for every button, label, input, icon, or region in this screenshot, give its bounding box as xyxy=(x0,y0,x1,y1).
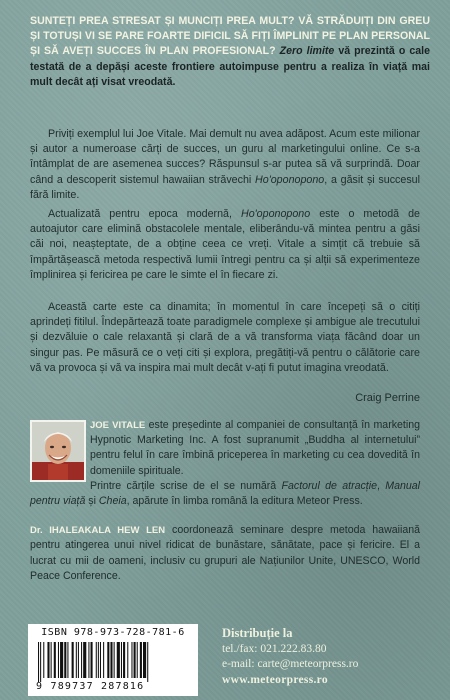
barcode-digit-first: 9 xyxy=(36,681,44,692)
para2-text-b: este o metodă de autoajutor care elimină obstacolele mentale, eliberându-vă mintea pentru a găsi căi noi, neașteptate, de a obține ceea ce vreți. Vitale a simțit că trebuie să împărtășească metoda respectivă lumii întregi pentru ca și alții să experimenteze împlinirea și fericirea pe care le simte el în fiecare zi. xyxy=(30,208,420,281)
barcode-bar xyxy=(76,642,77,678)
barcode-bar xyxy=(103,642,104,678)
barcode-bar xyxy=(72,642,74,678)
barcode-bar xyxy=(91,642,93,678)
paragraph-joe-story xyxy=(30,127,420,203)
hew-len-bio xyxy=(30,523,420,584)
bio-gap xyxy=(30,509,420,523)
books-separator: , xyxy=(376,479,386,492)
distribution-phone: tel./fax: 021.222.83.80 xyxy=(222,642,327,655)
barcode-bar xyxy=(78,642,79,678)
paragraph-method-text xyxy=(30,207,420,283)
barcode-bar xyxy=(131,642,132,678)
joe-vitale-name: JOE VITALE xyxy=(90,420,146,431)
para2-text-a: Actualizată pentru epoca modernă, xyxy=(48,208,241,220)
books-and: și xyxy=(85,495,99,508)
barcode-bar xyxy=(64,642,66,678)
barcode-bar xyxy=(123,642,125,678)
para1-term: Ho'oponopono xyxy=(255,173,325,186)
barcode-bar xyxy=(127,642,128,678)
paragraph-endorsement-text: Această carte este ca dinamita; în momentul în care începeți să o citiți aprindeți fitilul. Îndepărtează toate paradigmele complexe și ambigue ale trecutului și dezvăluie o cale relaxantă și clară de a vă transforma viața făcând doar un singur pas. Pe măsură ce o veți citi și explora, pregătiți-vă pentru o călătorie care vă va provoca și vă va inspira mai mult decât v-ați fi putut imagina vreodată. xyxy=(30,301,420,374)
distribution-website: www.meteorpress.ro xyxy=(222,673,328,686)
barcode-bar xyxy=(81,642,82,678)
book-title-3: Cheia xyxy=(98,495,127,508)
paragraph-joe-story-text xyxy=(30,127,420,203)
paragraph-endorsement xyxy=(30,300,420,376)
barcode-bar xyxy=(147,642,148,682)
barcode-bar xyxy=(100,642,101,678)
barcode-digits-left: 789737 xyxy=(50,681,94,692)
intro-lead-title: Zero limite xyxy=(279,45,335,58)
barcode-bar xyxy=(117,642,120,678)
para1-text-b: , a găsit și succesul fără limite. xyxy=(30,173,420,201)
endorsement-signature: Craig Perrine xyxy=(355,392,420,404)
intro-block xyxy=(30,14,430,90)
barcode-bar xyxy=(40,642,41,682)
book-title-2: Manual pentru viață xyxy=(30,479,420,508)
author-bios xyxy=(30,418,420,584)
barcode-bar xyxy=(121,642,122,678)
barcode-bar xyxy=(98,642,99,678)
barcode-bar xyxy=(96,642,97,678)
books-publisher: , apărute în limba română la editura Meteor Press. xyxy=(126,495,363,508)
hew-len-bio-text: coordonează seminare despre metoda hawaiiană pentru atingerea unui nivel ridicat de bunăstare, sănătate, pace și fericire. El a lucrat cu mii de oameni, inclusiv cu grupuri ale Națiunilor Unite, UNESCO, World Peace Conference. xyxy=(30,524,420,582)
hew-len-name: Dr. IHALEAKALA HEW LEN xyxy=(30,525,166,537)
barcode-bar xyxy=(134,642,136,678)
intro-lead-text: vă prezintă o cale testată de a depăși aceste frontiere autoimpuse pentru a realiza în viață mai mult decât ați visat vreodată. xyxy=(30,45,430,88)
intro-caps-text: SUNTEȚI PREA STRESAT ȘI MUNCIȚI PREA MULT? VĂ STRĂDUIȚI DIN GREU ȘI TOTUȘI VI SE PARE FOARTE DIFICIL SĂ FIȚI ÎMPLINIT PE PLAN PERSONAL ȘI SĂ AVEȚI SUCCES ÎN PLAN PROFESIONAL? xyxy=(30,15,430,58)
paragraph-method xyxy=(30,207,420,283)
joe-vitale-bio-text: este președinte al companiei de consultanță în marketing Hypnotic Marketing Inc. A fost supranumit „Buddha al internetului” pentru felul în care îmbină priceperea în marketing cu cea dovedită în domeniile spirituale. xyxy=(90,419,420,477)
barcode-bar xyxy=(140,642,142,678)
barcode-bar xyxy=(88,642,89,678)
distribution-info xyxy=(222,626,422,688)
isbn-barcode xyxy=(28,624,198,696)
barcode-bar xyxy=(60,642,63,678)
para1-text-a: Priviți exemplul lui Joe Vitale. Mai demult nu avea adăpost. Acum este milionar și autor a numeroase cărți de succes, un guru al marketingului online. Ce s-a întâmplat de are asemenea succes? Răspunsul s-ar putea să vă surprindă. Doar când a descoperit sistemul hawaiian străvechi xyxy=(30,128,420,186)
joe-vitale-books xyxy=(30,479,420,509)
barcode-bar xyxy=(110,642,112,678)
photo-spacer xyxy=(30,418,90,482)
barcode-bars xyxy=(36,642,190,682)
barcode-bar xyxy=(83,642,86,678)
barcode-bar xyxy=(143,642,146,678)
barcode-digits-right: 287816 xyxy=(101,681,145,692)
isbn-label: ISBN 978-973-728-781-6 xyxy=(41,627,185,638)
barcode-bar xyxy=(137,642,138,678)
distribution-title: Distribuție la xyxy=(222,626,293,640)
barcode-digits xyxy=(36,681,190,692)
barcode-bar xyxy=(107,642,109,678)
barcode-bar xyxy=(58,642,59,678)
barcode-bar xyxy=(51,642,52,678)
distribution-email: e-mail: carte@meteorpress.ro xyxy=(222,658,359,670)
barcode-bar xyxy=(38,642,39,682)
barcode-bar xyxy=(114,642,115,678)
barcode-bar xyxy=(67,642,68,678)
barcode-bar xyxy=(47,642,49,678)
barcode-bar xyxy=(43,642,44,678)
barcode-bar xyxy=(54,642,56,678)
para2-term: Ho'oponopono xyxy=(240,208,311,220)
books-intro: Printre cărțile scrise de el se numără xyxy=(90,479,282,492)
book-title-1: Factorul de atracție xyxy=(281,479,377,492)
